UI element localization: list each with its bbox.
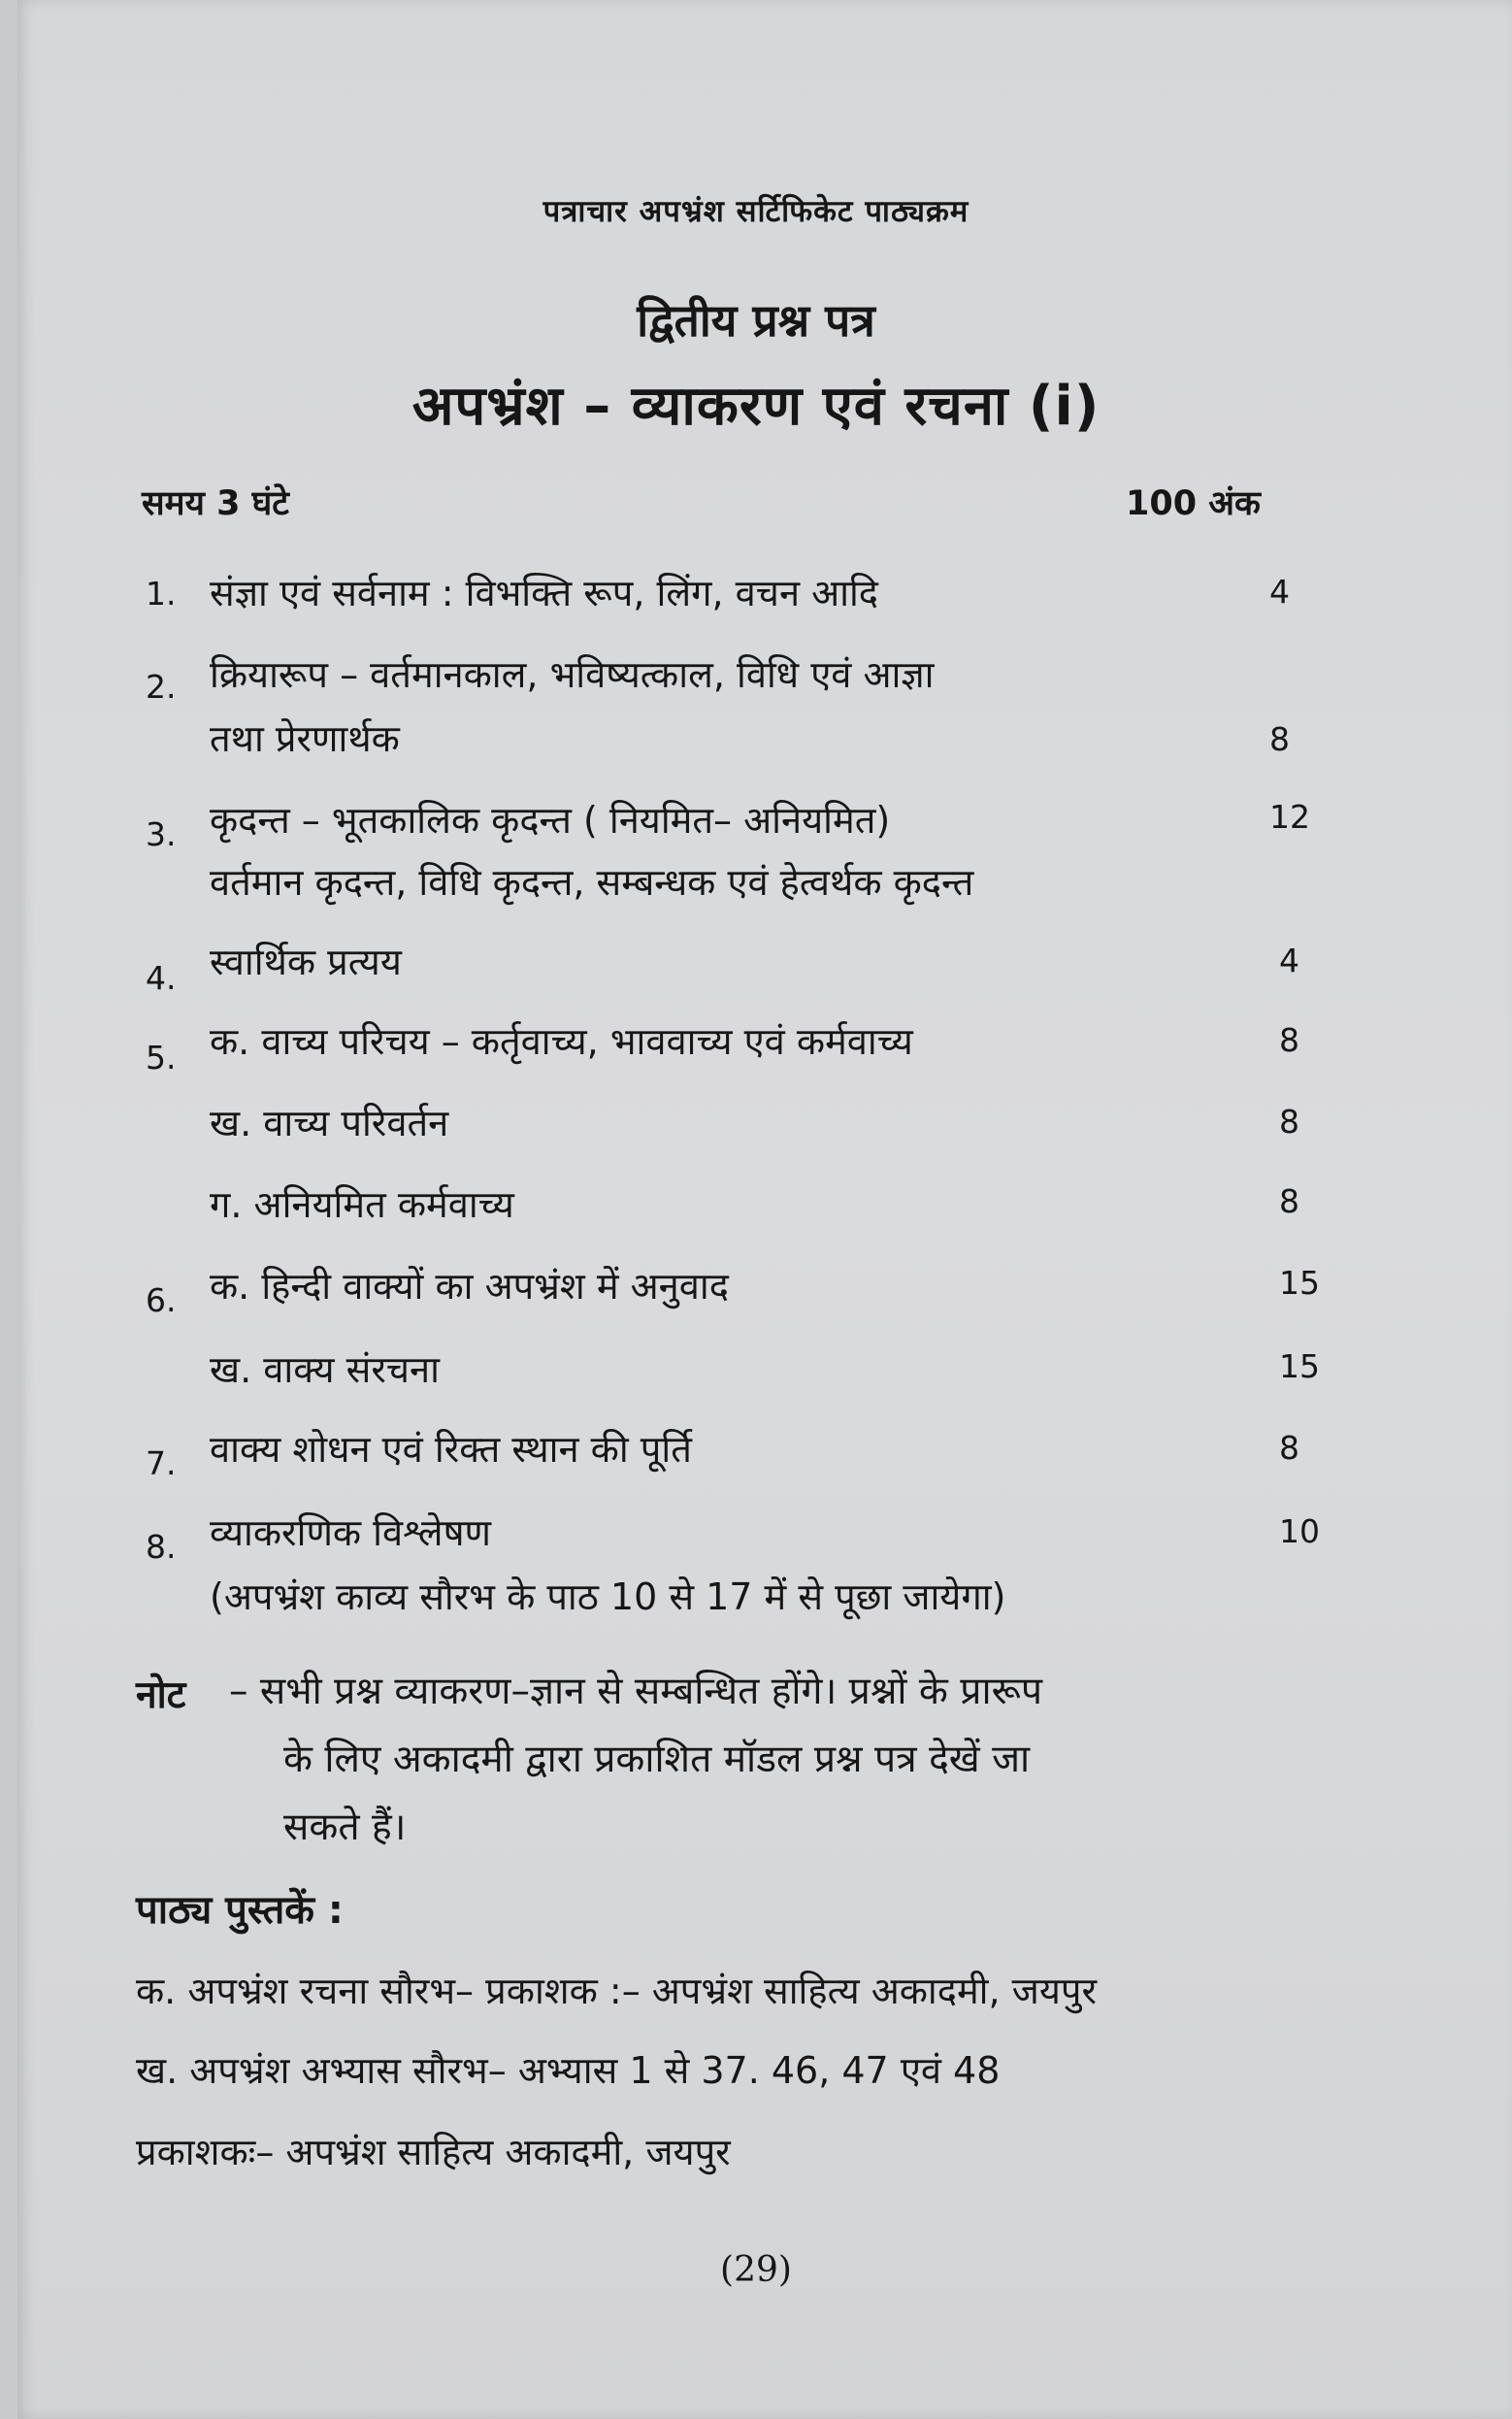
item-text: ख. वाच्य परिवर्तन — [210, 1102, 449, 1144]
item-number: 7. — [146, 1444, 177, 1482]
item-text: कृदन्त – भूतकालिक कृदन्त ( नियमित– अनियमित) — [210, 799, 891, 842]
textbooks-heading: पाठ्य पुस्तकें : — [136, 1888, 344, 1933]
item-number: 6. — [146, 1281, 177, 1319]
item-text-continued: वर्तमान कृदन्त, विधि कृदन्त, सम्बन्धक एवं हेत्वर्थक कृदन्त — [210, 861, 974, 904]
item-number: 8. — [146, 1528, 177, 1566]
item-marks: 15 — [1279, 1264, 1320, 1302]
item-marks: 4 — [1269, 573, 1290, 611]
note-line-3: सकते हैं। — [283, 1806, 407, 1849]
item-text: संज्ञा एवं सर्वनाम : विभक्ति रूप, लिंग, वचन आदि — [210, 572, 878, 614]
item-text: ख. वाक्य संरचना — [210, 1348, 440, 1391]
item-marks: 8 — [1279, 1429, 1299, 1467]
item-text: स्वार्थिक प्रत्यय — [210, 941, 402, 983]
textbook-publisher: प्रकाशकः– अपभ्रंश साहित्य अकादमी, जयपुर — [136, 2131, 731, 2173]
item-marks: 8 — [1279, 1182, 1299, 1220]
item-marks: 8 — [1269, 720, 1290, 758]
textbook-line-2: ख. अपभ्रंश अभ्यास सौरभ– अभ्यास 1 से 37. 46, 47 एवं 48 — [136, 2049, 1001, 2092]
item-text: व्याकरणिक विश्लेषण — [210, 1511, 492, 1554]
exam-duration: समय 3 घंटे — [142, 484, 289, 523]
item-marks: 8 — [1279, 1021, 1299, 1059]
item-marks: 4 — [1279, 942, 1299, 979]
item-number: 3. — [146, 815, 177, 853]
item-text-continued: तथा प्रेरणार्थक — [210, 717, 400, 760]
textbook-line-1: क. अपभ्रंश रचना सौरभ– प्रकाशक :– अपभ्रंश साहित्य अकादमी, जयपुर — [136, 1970, 1098, 2012]
item-text: वाक्य शोधन एवं रिक्त स्थान की पूर्ति — [210, 1428, 692, 1471]
page-number: (29) — [720, 2250, 792, 2290]
note-line-1: – सभी प्रश्न व्याकरण–ज्ञान से सम्बन्धित होंगे। प्रश्नों के प्रारूप — [229, 1670, 1043, 1713]
subject-title: अपभ्रंश – व्याकरण एवं रचना (i) — [411, 375, 1101, 438]
item-number: 1. — [146, 575, 177, 613]
item-number: 5. — [146, 1039, 177, 1077]
item-text: क. हिन्दी वाक्यों का अपभ्रंश में अनुवाद — [210, 1265, 729, 1308]
item-marks: 8 — [1279, 1103, 1299, 1141]
paper-title: द्वितीय प्रश्न पत्र — [637, 294, 875, 347]
item-marks: 15 — [1279, 1347, 1320, 1385]
total-marks: 100 अंक — [1126, 484, 1261, 523]
item-text: क. वाच्य परिचय – कर्तृवाच्य, भाववाच्य एवं कर्मवाच्य — [210, 1020, 913, 1063]
note-label: नोट — [136, 1673, 186, 1717]
note-line-2: के लिए अकादमी द्वारा प्रकाशित मॉडल प्रश्न पत्र देखें जा — [283, 1738, 1031, 1781]
item-text: ग. अनियमित कर्मवाच्य — [210, 1183, 514, 1226]
course-title: पत्राचार अपभ्रंश सर्टिफिकेट पाठ्यक्रम — [542, 194, 970, 229]
item-text: क्रियारूप – वर्तमानकाल, भविष्यत्काल, विधि एवं आज्ञा — [210, 653, 935, 696]
item-number: 2. — [146, 668, 177, 706]
item-marks: 12 — [1269, 798, 1310, 836]
item-number: 4. — [146, 959, 177, 997]
item-text-continued: (अपभ्रंश काव्य सौरभ के पाठ 10 से 17 में से पूछा जायेगा) — [210, 1575, 1006, 1618]
item-marks: 10 — [1279, 1512, 1320, 1550]
